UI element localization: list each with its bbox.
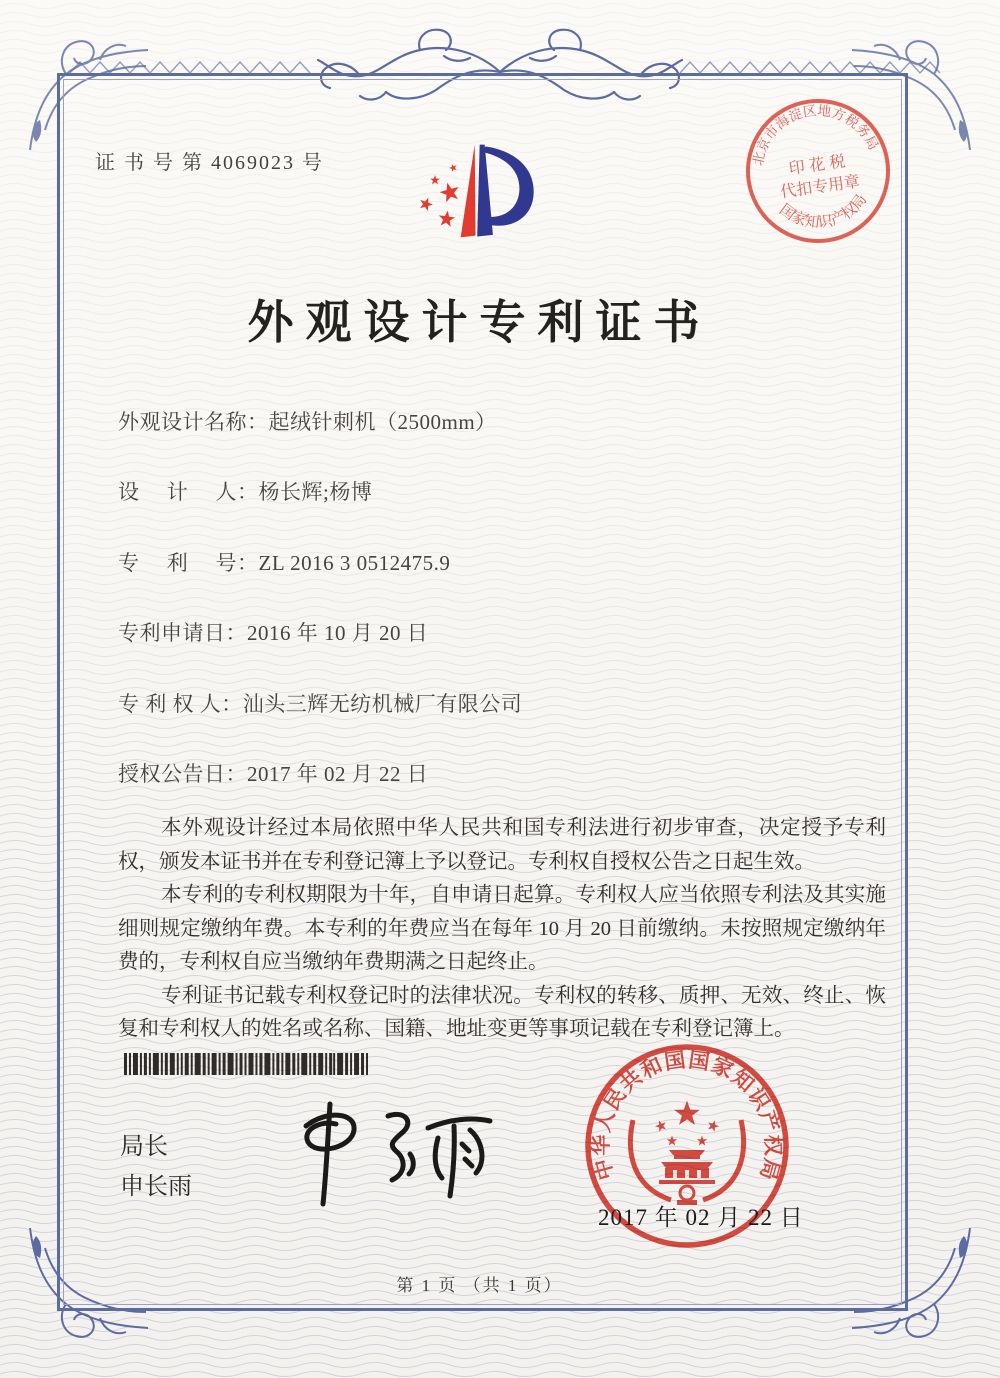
- seal-arc-text: 中华人民共和国国家知识产权局: [589, 1048, 785, 1183]
- stamp-arc-bottom-text: 国家知识产权局: [776, 191, 871, 232]
- director-name: 申长雨: [120, 1173, 192, 1200]
- field-value: ZL 2016 3 0512475.9: [258, 551, 451, 575]
- legal-text: [118, 812, 886, 1047]
- field-value: 起绒针刺机（2500mm）: [268, 410, 497, 434]
- field-label: 专 利 号：: [118, 551, 259, 575]
- director-signature-icon: [268, 1096, 503, 1216]
- field-value: 汕头三辉无纺机械厂有限公司: [242, 692, 523, 716]
- field-row-filing-date: [118, 617, 428, 647]
- barcode: [123, 1053, 370, 1075]
- cnipa-logo-icon: [392, 124, 574, 258]
- stamp-center-line2: 代扣专用章: [779, 173, 862, 202]
- field-value: 2017 年 02 月 22 日: [247, 762, 429, 786]
- field-value: 杨长辉;杨博: [258, 480, 373, 504]
- page-number: 第 1 页 （共 1 页）: [396, 1276, 563, 1295]
- field-label: 授权公告日：: [118, 762, 247, 786]
- field-label: 专利申请日：: [118, 621, 247, 645]
- paragraph-register: 专利证书记载专利权登记时的法律状况。专利权的转移、质押、无效、终止、恢复和专利权人的姓名或名称、国籍、地址变更等事项记载在专利登记簿上。: [118, 984, 886, 1040]
- certificate-title: 外观设计专利证书: [247, 297, 712, 348]
- national-emblem-icon: [630, 1101, 743, 1206]
- field-row-patentee: [118, 688, 522, 718]
- field-row-patent-number: [118, 547, 450, 577]
- field-row-design-name: [118, 406, 497, 436]
- paragraph-term: 本专利的专利权期限为十年，自申请日起算。专利权人应当依照专利法及其实施细则规定缴纳年费。本专利的年费应当在每年 10 月 20 日前缴纳。未按照规定缴纳年费的，专利权自应当缴纳年费期满之日起终止。: [118, 884, 886, 973]
- certificate-number: 证 书 号 第 4069023 号: [95, 152, 324, 174]
- grant-date-stamp: 2017 年 02 月 22 日: [598, 1205, 804, 1230]
- field-row-designer: [118, 476, 372, 506]
- tax-stamp-seal: [722, 75, 914, 267]
- field-label: 外观设计名称：: [118, 410, 269, 434]
- field-row-grant-date: [118, 758, 428, 788]
- stamp-arc-top-text: 北京市海淀区地方税务局: [750, 102, 882, 167]
- field-list: [118, 406, 888, 806]
- field-value: 2016 年 10 月 20 日: [247, 621, 429, 645]
- field-label: 设 计 人：: [118, 480, 259, 504]
- director-title: 局长: [120, 1133, 168, 1160]
- stamp-center-line1: 印 花 税: [787, 153, 847, 178]
- field-label: 专 利 权 人：: [118, 692, 243, 716]
- paragraph-grant: 本外观设计经过本局依照中华人民共和国专利法进行初步审查，决定授予专利权，颁发本证书并在专利登记簿上予以登记。专利权自授权公告之日起生效。: [118, 817, 886, 873]
